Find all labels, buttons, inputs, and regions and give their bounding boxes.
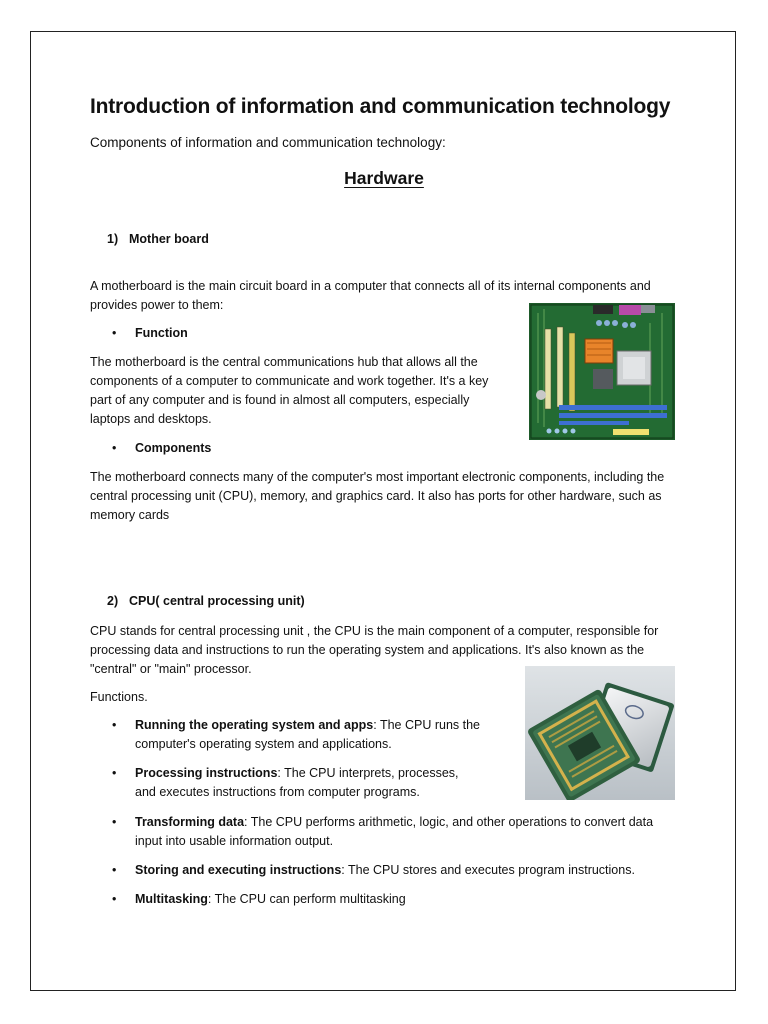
cpu-heading	[107, 594, 305, 608]
function-bullet	[112, 324, 412, 344]
document-subtitle: Components of information and communication technology:	[90, 135, 446, 150]
item-desc: : The CPU performs arithmetic, logic, and other operations to convert data input into usable information output.	[135, 815, 654, 848]
motherboard-heading-text: Mother board	[129, 232, 209, 246]
motherboard-heading	[107, 232, 209, 246]
cpu-intro: CPU stands for central processing unit , the CPU is the main component of a computer, responsible for processing data and instructions to run the operating system and applications. It's also known as the "central" or "main" processor.	[90, 624, 659, 676]
item-desc: : The CPU runs the computer's operating system and applications.	[135, 718, 480, 751]
item-term: Multitasking	[135, 892, 208, 906]
cpu-function-item	[112, 813, 672, 853]
motherboard-intro: A motherboard is the main circuit board in a computer that connects all of its internal components and provides power to them:	[90, 279, 651, 312]
motherboard-number: 1)	[107, 232, 119, 246]
motherboard-image	[529, 303, 675, 440]
cpu-image	[525, 666, 675, 800]
item-desc: : The CPU stores and executes program instructions.	[341, 863, 635, 877]
cpu-function-item	[112, 890, 672, 910]
bullet-dot: •	[112, 892, 117, 906]
document-title: Introduction of information and communication technology	[90, 95, 671, 118]
function-text: The motherboard is the central communications hub that allows all the components of a computer to communicate and work together. It's a key part of any computer and is found in almost all computers, especially laptops and desktops.	[90, 355, 489, 426]
components-bullet	[112, 439, 412, 459]
components-label: Components	[135, 441, 212, 455]
item-term: Processing instructions	[135, 766, 278, 780]
cpu-heading-text: CPU( central processing unit)	[129, 594, 305, 608]
bullet-dot: •	[112, 441, 117, 455]
bullet-dot: •	[112, 863, 117, 877]
item-term: Storing and executing instructions	[135, 863, 342, 877]
item-term: Transforming data	[135, 815, 245, 829]
cpu-function-item	[112, 764, 482, 804]
functions-label: Functions.	[90, 690, 148, 704]
item-term: Running the operating system and apps	[135, 718, 374, 732]
bullet-dot: •	[112, 766, 117, 780]
item-desc: : The CPU interprets, processes, and executes instructions from computer programs.	[135, 766, 459, 799]
section-heading-text: Hardware	[344, 168, 424, 188]
bullet-dot: •	[112, 326, 117, 340]
item-desc: : The CPU can perform multitasking	[207, 892, 406, 906]
cpu-function-item	[112, 861, 672, 881]
components-text: The motherboard connects many of the computer's most important electronic components, including the central processing unit (CPU), memory, and graphics card. It also has ports for other hardware, such as memory cards	[90, 470, 665, 522]
section-heading	[0, 168, 768, 189]
cpu-number: 2)	[107, 594, 119, 608]
function-label: Function	[135, 326, 188, 340]
bullet-dot: •	[112, 718, 117, 732]
bullet-dot: •	[112, 815, 117, 829]
cpu-function-item	[112, 716, 482, 756]
